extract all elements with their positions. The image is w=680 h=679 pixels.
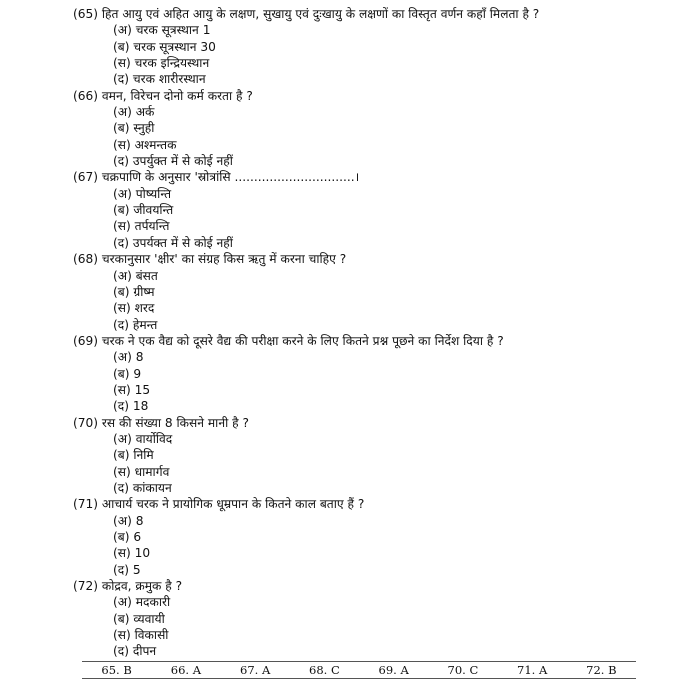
option-d: (द) 5 <box>113 562 141 577</box>
answer-70: 70. C <box>447 663 479 677</box>
option-b: (ब) 6 <box>113 530 142 544</box>
option-d: (द) चरक शारीरस्थान <box>113 72 206 87</box>
option-d: (द) उपर्युक्त में से कोई नहीं <box>113 154 233 169</box>
option-a: (अ) अर्क <box>113 105 155 120</box>
option-b: (ब) चरक सूत्रस्थान 30 <box>113 39 216 54</box>
option-c: (स) 15 <box>113 382 151 397</box>
answer-key <box>82 661 636 679</box>
answer-66: 66. A <box>170 663 201 677</box>
question-text: (66) वमन, विरेचन दोनो कर्म करता है ? <box>73 88 253 103</box>
answer-71: 71. A <box>517 663 548 677</box>
option-a: (अ) बंसत <box>113 268 158 283</box>
option-b: (ब) जीवयन्ति <box>113 203 174 218</box>
option-a: (अ) मदकारी <box>113 595 171 610</box>
question-66 <box>73 88 673 170</box>
question-72 <box>73 578 673 660</box>
question-text: (70) रस की संख्या 8 किसने मानी है ? <box>73 415 249 430</box>
option-b: (ब) स्नुही <box>113 121 155 136</box>
option-c: (स) विकासी <box>113 628 169 643</box>
answer-69: 69. A <box>378 663 409 677</box>
option-b: (ब) व्यवायी <box>113 611 165 626</box>
option-c: (स) चरक इन्द्रियस्थान <box>113 56 210 71</box>
option-a: (अ) 8 <box>113 513 144 528</box>
question-71 <box>73 496 673 578</box>
option-d: (द) हेमन्त <box>113 317 158 332</box>
option-b: (ब) 9 <box>113 366 142 381</box>
question-70 <box>73 415 673 497</box>
question-text: (67) चक्रपाणि के अनुसार 'स्रोत्रांसि ...............................। <box>73 170 360 185</box>
answer-68: 68. C <box>309 663 340 677</box>
option-a: (अ) 8 <box>113 350 144 365</box>
question-65 <box>73 6 673 88</box>
question-67 <box>73 169 673 251</box>
option-d: (द) 18 <box>113 399 149 414</box>
question-text: (69) चरक ने एक वैद्य को दूसरे वैद्य की परीक्षा करने के लिए कितने प्रश्न पूछने का निर्देश दिया है ? <box>73 333 504 348</box>
question-68 <box>73 251 673 333</box>
question-text: (72) कोद्रव, क्रमुक है ? <box>73 579 183 594</box>
question-text: (65) हित आयु एवं अहित आयु के लक्षण, सुखायु एवं दुःखायु के लक्षणों का विस्तृत वर्णन कहाँ मिलता है ? <box>73 7 540 21</box>
option-c: (स) धामार्गव <box>113 464 170 479</box>
option-c: (स) तर्पयन्ति <box>113 219 170 234</box>
question-text: (68) चरकानुसार 'क्षीर' का संग्रह किस ऋतु में करना चाहिए ? <box>73 252 347 267</box>
question-list <box>73 6 673 660</box>
option-d: (द) दीपन <box>113 644 157 659</box>
question-69 <box>73 333 673 415</box>
question-text: (71) आचार्य चरक ने प्रायोगिक धूम्रपान के कितने काल बताए हैं ? <box>73 497 365 512</box>
option-c: (स) 10 <box>113 546 151 561</box>
option-a: (अ) वार्योविद <box>113 431 173 446</box>
option-c: (स) अश्मन्तक <box>113 137 177 152</box>
option-b: (ब) निमि <box>113 448 154 463</box>
option-b: (ब) ग्रीष्म <box>113 284 155 299</box>
option-d: (द) उपर्यक्त में से कोई नहीं <box>113 235 233 250</box>
option-d: (द) कांकायन <box>113 480 172 495</box>
answer-65: 65. B <box>101 663 132 677</box>
option-c: (स) शरद <box>113 301 155 316</box>
answer-67: 67. A <box>240 663 271 677</box>
option-a: (अ) चरक सूत्रस्थान 1 <box>113 23 211 38</box>
answer-72: 72. B <box>586 663 617 677</box>
option-a: (अ) पोष्यन्ति <box>113 186 172 201</box>
